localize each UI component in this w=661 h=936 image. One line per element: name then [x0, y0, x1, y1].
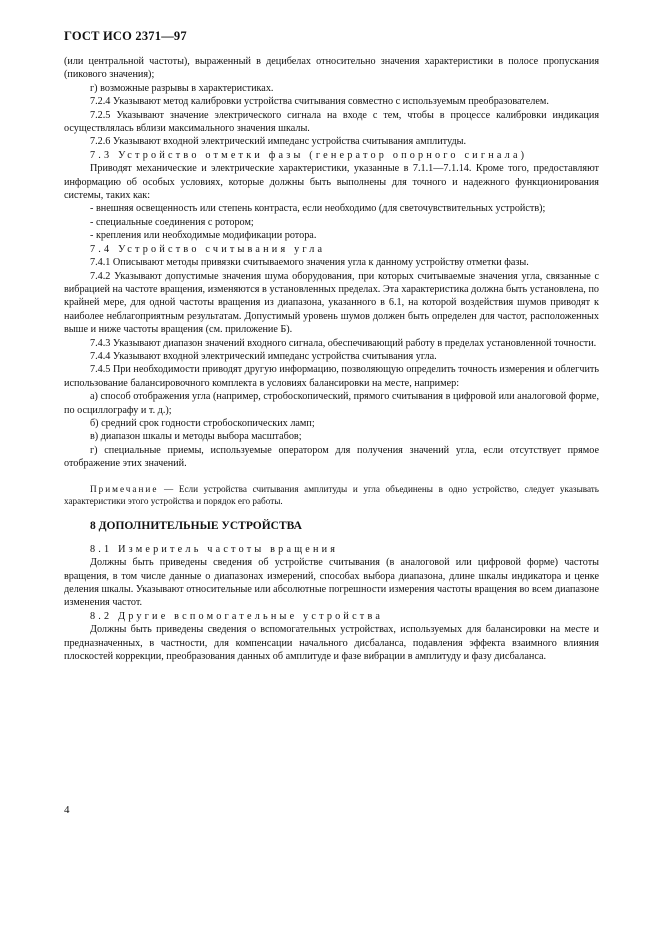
paragraph: Должны быть приведены сведения о вспомогательных устройствах, используемых для балансировки на месте и предназначенных, в частности, для компенсации начального дисбаланса, подавления эффекта взаимного влияния плоскостей коррекции, преобразования данных об амплитуде и фазе вибрации в амплитуду и фазу дисбаланса.	[64, 624, 599, 663]
list-item: - внешняя освещенность или степень контраста, если необходимо (для светочувствительных устройств);	[90, 203, 546, 215]
section-title-7-4: 7.4 Устройство считывания угла	[90, 243, 326, 255]
note	[64, 483, 599, 508]
section-title-8-2: 8.2 Другие вспомогательные устройства	[90, 610, 384, 622]
list-item: б) средний срок годности стробоскопических ламп;	[90, 417, 315, 429]
clause-7-4-3: 7.4.3 Указывают диапазон значений входного сигнала, обеспечивающий работу в пределах установленной точности.	[90, 337, 597, 349]
list-item: - крепления или необходимые модификации ротора.	[90, 230, 317, 242]
note-label: Примечание	[90, 483, 159, 494]
clause-7-2-4: 7.2.4 Указывают метод калибровки устройства считывания совместно с используемым преобразователем.	[90, 96, 549, 108]
clause-7-2-5: 7.2.5 Указывают значение электрического сигнала на входе с тем, чтобы в процессе калибровки индикация осуществлялась вблизи максимального значения шкалы.	[64, 109, 599, 135]
list-item: г) возможные разрывы в характеристиках.	[90, 82, 274, 94]
list-item: г) специальные приемы, используемые оператором для получения значений угла, если отсутствует прямое отображение этих значений.	[64, 444, 599, 470]
section-title-7-3: 7.3 Устройство отметки фазы (генератор опорного сигнала)	[90, 149, 528, 161]
list-item: - специальные соединения с ротором;	[90, 216, 254, 228]
list-item: в) диапазон шкалы и методы выбора масштабов;	[90, 431, 302, 443]
paragraph: (или центральной частоты), выраженный в децибелах относительно значения характеристики в полосе пропускания (пикового значения);	[64, 56, 599, 81]
paragraph: Должны быть приведены сведения об устройстве считывания (в аналоговой или цифровой форме) частоты вращения, в том числе данные о диапазонах измерений, способах выбора диапазона, длине шкалы индикатора и ценке деления шкалы. Указывают относительные или абсолютные погрешности измерения частоты вращения во всем диапазоне изменения частот.	[64, 557, 599, 609]
page-number: 4	[64, 804, 70, 816]
clause-7-2-6: 7.2.6 Указывают входной электрический импеданс устройства считывания амплитуды.	[90, 136, 467, 148]
section-title-8-1: 8.1 Измеритель частоты вращения	[90, 543, 339, 555]
clause-7-4-2: 7.4.2 Указывают допустимые значения шума оборудования, при которых считываемые значения угла, связанные с вибрацией на частоте вращения, изменяются в установленных пределах. Эта характеристика должна быть установлена, по крайней мере, для одной частоты вращения из диапазона, указанного в 6.1, на которой воздействия шумов приводят к наиболее неблагоприятным результатам. Допустимый уровень шумов должен быть определен для частот, расположенных выше и ниже частоты вращения (см. приложение Б).	[64, 270, 599, 336]
clause-7-4-5: 7.4.5 При необходимости приводят другую информацию, позволяющую определить точность измерения и облегчить использование балансировочного комплекта в условиях балансировки на месте, например:	[64, 364, 599, 389]
document-body	[64, 55, 599, 663]
clause-7-4-1: 7.4.1 Описывают методы привязки считываемого значения угла к данному устройству отметки фазы.	[90, 257, 529, 269]
paragraph: Приводят механические и электрические характеристики, указанные в 7.1.1—7.1.14. Кроме того, предоставляют информацию об особых условиях, которые должны быть выполнены для точного и надежного функционирования системы, таких как:	[64, 163, 599, 202]
list-item: а) способ отображения угла (например, стробоскопический, прямого считывания в цифровой или аналоговой форме, по осциллографу и т. д.);	[64, 391, 599, 416]
section-heading-8: 8 ДОПОЛНИТЕЛЬНЫЕ УСТРОЙСТВА	[90, 520, 302, 533]
document-header: ГОСТ ИСО 2371—97	[64, 29, 187, 43]
note-text: — Если устройства считывания амплитуды и угла объединены в одно устройство, следует указывать характеристики этого устройства и порядок его работы.	[64, 483, 599, 506]
clause-7-4-4: 7.4.4 Указывают входной электрический импеданс устройства считывания угла.	[90, 350, 437, 362]
